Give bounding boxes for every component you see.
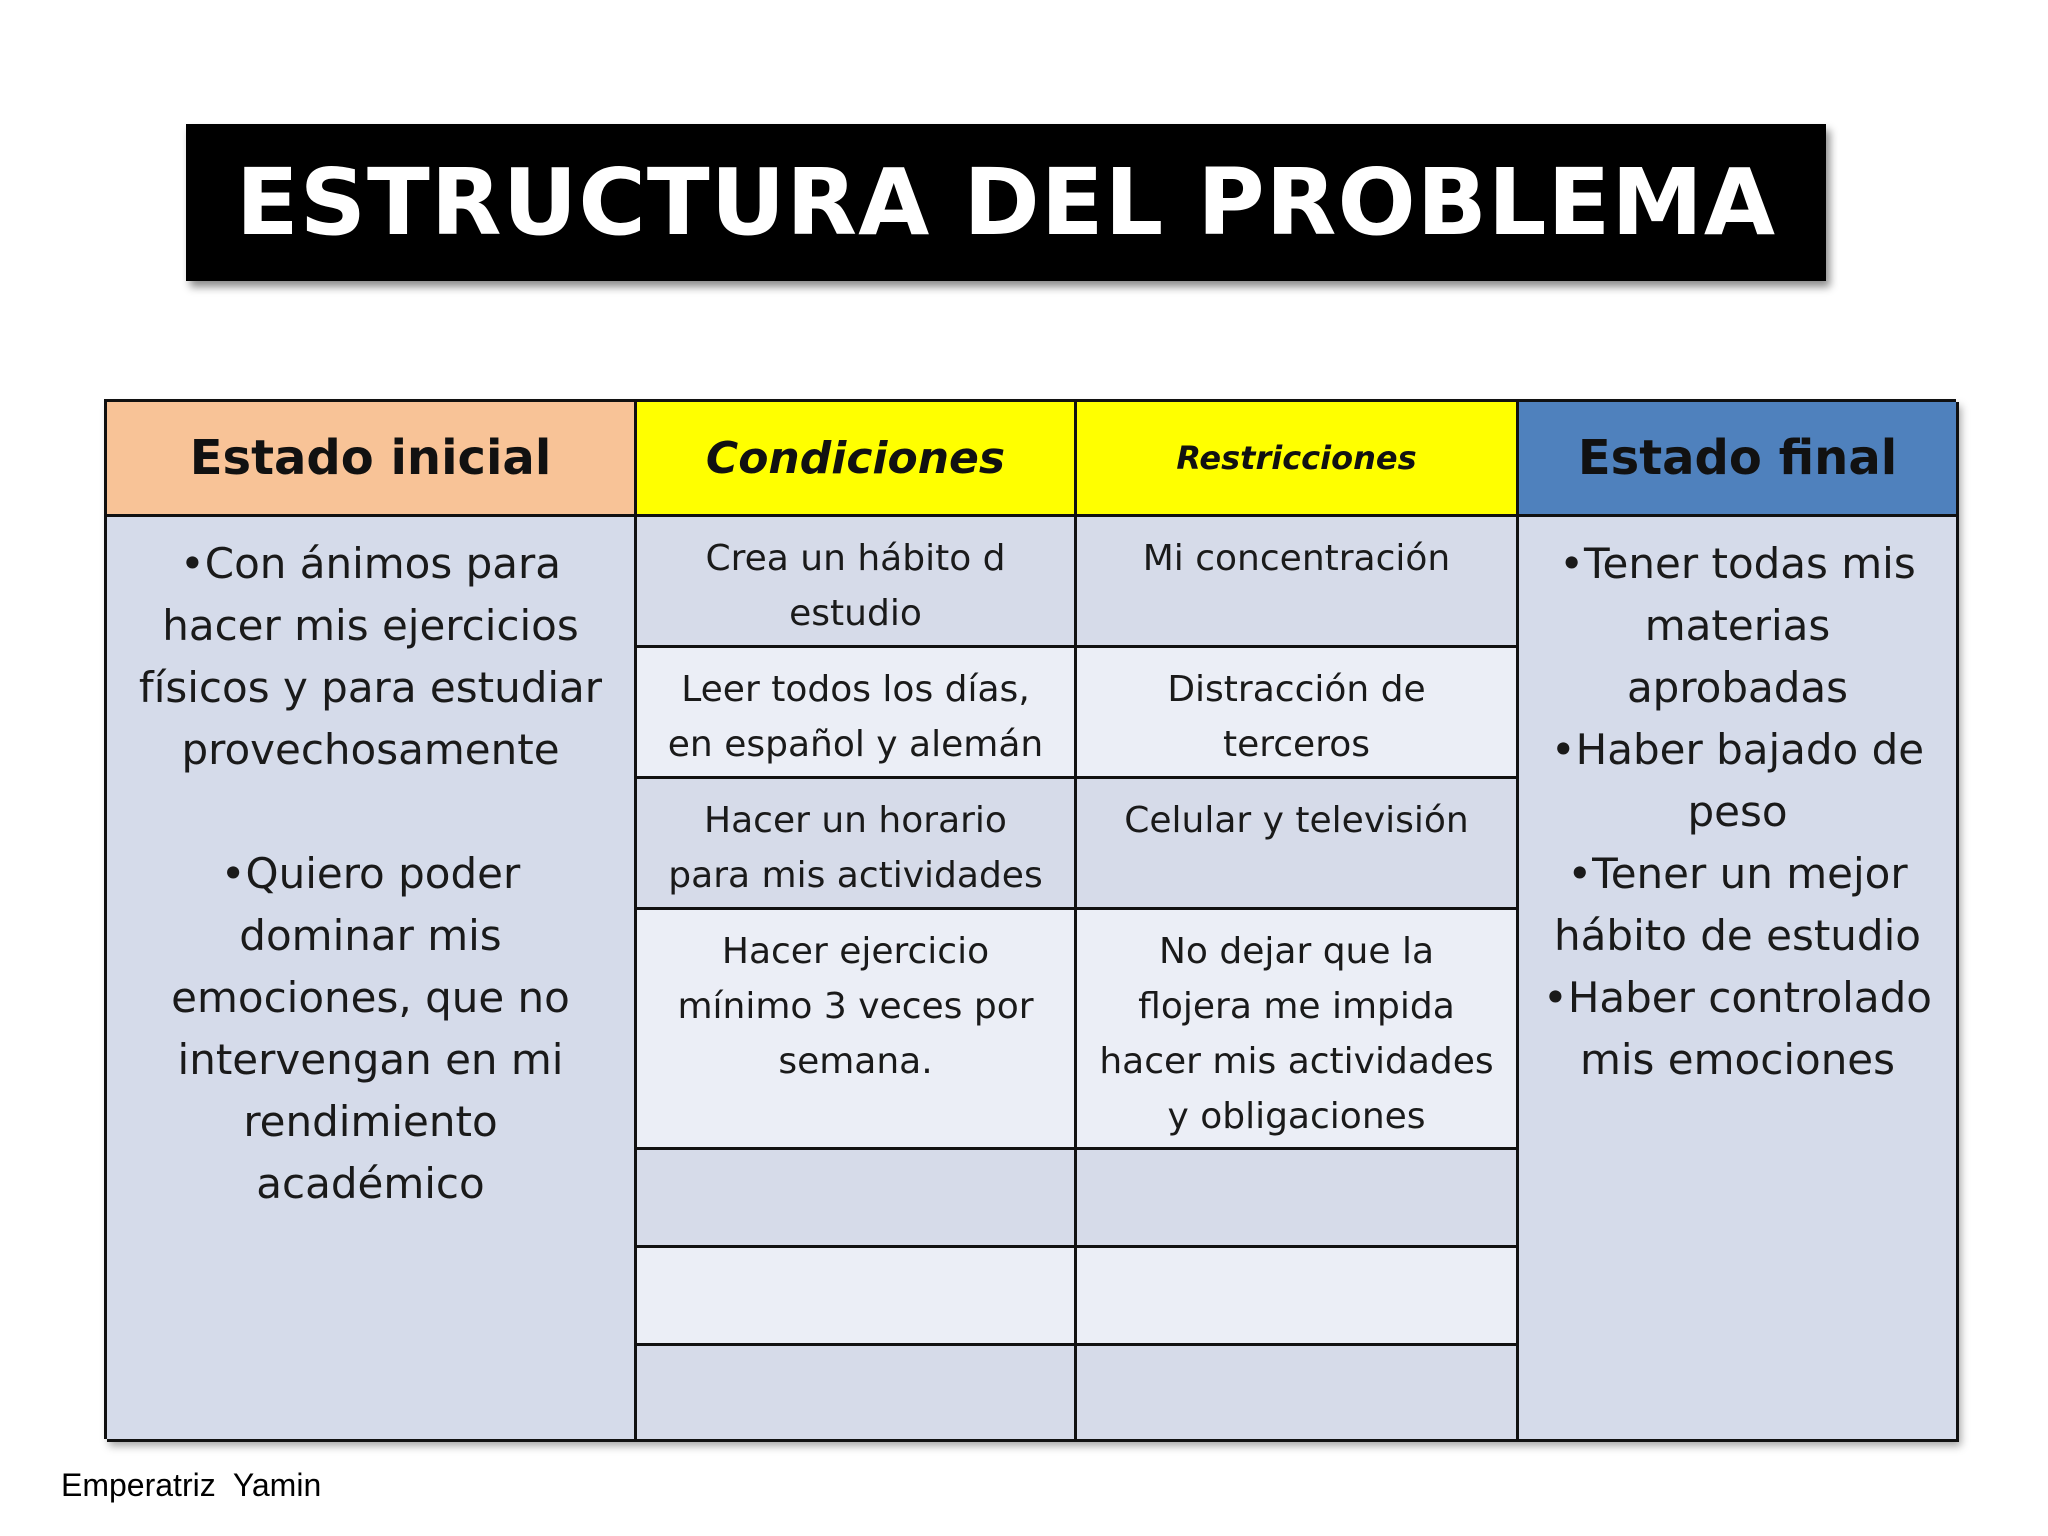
- final-line: •Tener un mejor: [1567, 849, 1908, 898]
- restriction-line: hacer mis actividades: [1099, 1041, 1494, 1082]
- header-final-state: Estado final: [1519, 402, 1959, 517]
- restriction-cell: [1077, 779, 1519, 910]
- empty-condition-cell: [637, 1248, 1077, 1346]
- final-state-cell: [1519, 517, 1959, 1442]
- final-line: •Tener todas mis: [1559, 539, 1916, 588]
- condition-cell: [637, 648, 1077, 779]
- problem-structure-table: [104, 399, 1956, 1439]
- restriction-cell: [1077, 910, 1519, 1150]
- final-line: •Haber bajado de: [1550, 725, 1925, 774]
- header-restrictions: Restricciones: [1077, 402, 1519, 517]
- initial-state-cell: [107, 517, 637, 1442]
- restriction-line: Distracción de: [1167, 669, 1426, 710]
- empty-restriction-cell: [1077, 1248, 1519, 1346]
- final-line: peso: [1687, 787, 1788, 836]
- restriction-line: No dejar que la: [1158, 931, 1435, 972]
- restriction-line: terceros: [1222, 724, 1370, 765]
- condition-cell: [637, 910, 1077, 1150]
- author-footer: Emperatriz Yamin: [61, 1467, 322, 1503]
- restriction-cell: [1077, 648, 1519, 779]
- condition-line: Crea un hábito d: [705, 538, 1006, 579]
- condition-line: Leer todos los días,: [681, 669, 1030, 710]
- empty-condition-cell: [637, 1150, 1077, 1248]
- condition-line: Hacer ejercicio: [721, 931, 990, 972]
- restriction-line: y obligaciones: [1167, 1096, 1426, 1137]
- page-title: ESTRUCTURA DEL PROBLEMA: [235, 149, 1777, 256]
- restriction-line: Mi concentración: [1142, 538, 1451, 579]
- condition-line: en español y alemán: [667, 724, 1044, 765]
- restriction-cell: [1077, 517, 1519, 648]
- empty-condition-cell: [637, 1346, 1077, 1442]
- header-initial-state: Estado inicial: [107, 402, 637, 517]
- initial-line: emociones, que no: [171, 973, 570, 1022]
- initial-line: dominar mis: [239, 911, 502, 960]
- initial-line: rendimiento: [243, 1097, 498, 1146]
- initial-line: •Con ánimos para: [179, 539, 562, 588]
- header-conditions: Condiciones: [637, 402, 1077, 517]
- final-line: •Haber controlado: [1543, 973, 1932, 1022]
- initial-line: intervengan en mi: [177, 1035, 564, 1084]
- final-line: mis emociones: [1579, 1035, 1896, 1084]
- empty-restriction-cell: [1077, 1346, 1519, 1442]
- condition-line: mínimo 3 veces por: [677, 986, 1034, 1027]
- condition-cell: [637, 517, 1077, 648]
- empty-restriction-cell: [1077, 1150, 1519, 1248]
- restriction-line: flojera me impida: [1138, 986, 1455, 1027]
- final-line: aprobadas: [1626, 663, 1849, 712]
- condition-cell: [637, 779, 1077, 910]
- initial-line: provechosamente: [181, 725, 560, 774]
- final-line: hábito de estudio: [1554, 911, 1921, 960]
- initial-line: hacer mis ejercicios: [162, 601, 579, 650]
- initial-line: •Quiero poder: [220, 849, 521, 898]
- initial-line: académico: [256, 1159, 485, 1208]
- initial-line: físicos y para estudiar: [138, 663, 603, 712]
- condition-line: Hacer un horario: [704, 800, 1007, 841]
- condition-line: semana.: [778, 1041, 933, 1082]
- title-banner: [186, 124, 1826, 281]
- final-line: materias: [1644, 601, 1831, 650]
- restriction-line: Celular y televisión: [1124, 800, 1469, 841]
- condition-line: estudio: [789, 593, 922, 634]
- condition-line: para mis actividades: [668, 855, 1043, 896]
